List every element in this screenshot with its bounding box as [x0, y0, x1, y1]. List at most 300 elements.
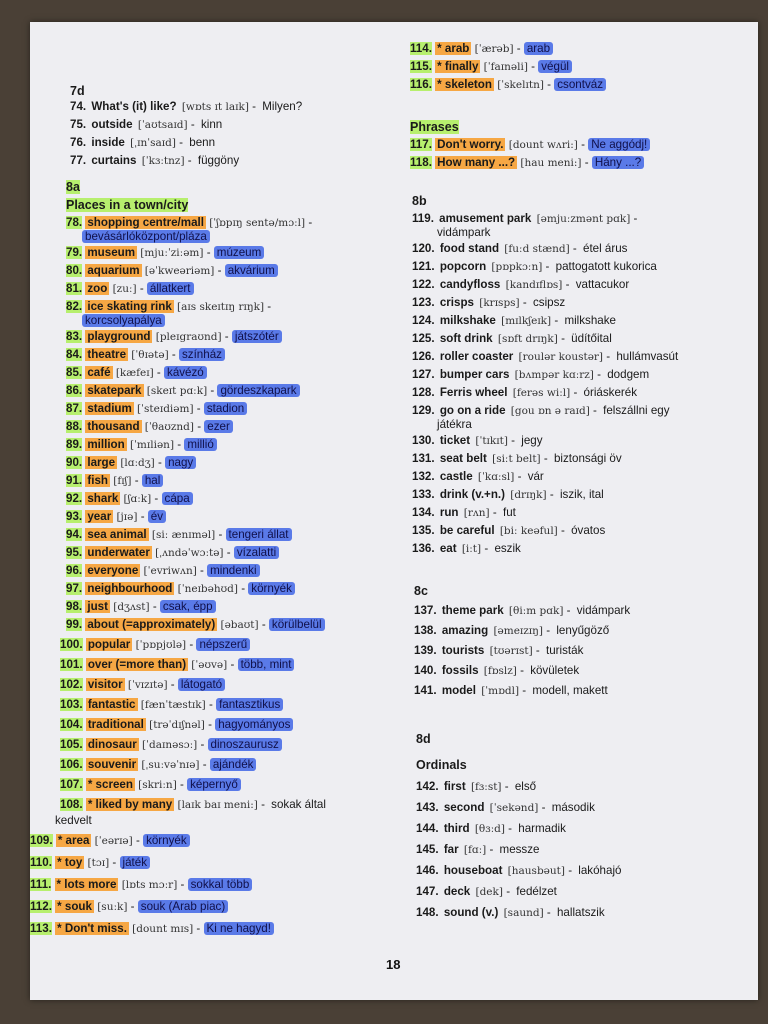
entry-number: 74.: [70, 100, 87, 113]
entry-translation: tengeri állat: [226, 528, 292, 541]
entry-number: 113.: [30, 922, 52, 935]
entry-word: amazing: [441, 624, 489, 637]
entry-word: shopping centre/mall: [87, 216, 204, 229]
entry-translation: akvárium: [225, 264, 278, 277]
vocab-entry: 141. model [ˈmɒdl] - modell, makett: [414, 682, 611, 700]
entry-translation: környék: [248, 582, 295, 595]
entry-number: 130.: [412, 434, 435, 447]
entry-number: 87.: [66, 402, 83, 415]
entry-number: 76.: [70, 136, 87, 149]
entry-number: 121.: [412, 260, 435, 273]
entry-pronunciation: [sɒft drɪŋk]: [497, 333, 558, 345]
entry-pronunciation: [θiːm pɑk]: [508, 605, 564, 617]
entry-pronunciation: [ˈvɪzɪtə]: [127, 679, 168, 691]
vocab-entry: 139. tourists [tʊərɪst] - turisták: [414, 642, 586, 660]
entry-translation: biztonsági öv: [553, 452, 622, 465]
entry-pronunciation: [krɪsps]: [479, 297, 520, 309]
translation-text: korcsolyapálya: [82, 314, 165, 327]
vocab-entry: 79. museum [mjuːˈziːəm] - múzeum: [66, 244, 264, 262]
vocab-entry: 101. over (=more than) [ˈəʊvə] - több, mint: [60, 656, 294, 674]
vocab-entry: 133. drink (v.+n.) [drɪŋk] - iszik, ital: [412, 486, 607, 504]
entry-pronunciation: [bʌmpər kɑːrz]: [514, 369, 594, 381]
entry-word: ice skating rink: [87, 300, 172, 313]
entry-number: 122.: [412, 278, 435, 291]
vocab-entry: 140. fossils [fɒslz] - kövületek: [414, 662, 582, 680]
entry-translation: év: [148, 510, 166, 523]
entry-number: 90.: [66, 456, 83, 469]
entry-number: 105.: [60, 738, 83, 751]
translation-text: játékra: [437, 418, 472, 431]
entry-pronunciation: [pɒpkɔːn]: [491, 261, 543, 273]
entry-number: 134.: [412, 506, 435, 519]
entry-pronunciation: [kandɪflɒs]: [505, 279, 563, 291]
entry-number: 145.: [416, 843, 439, 856]
vocab-entry: 97. neighbourhood [ˈneɪbəhʊd] - környék: [66, 580, 295, 598]
entry-number: 120.: [412, 242, 435, 255]
entry-word: visitor: [87, 678, 123, 691]
entry-pronunciation: [ˌʌndəˈwɔːtə]: [155, 547, 224, 559]
entry-translation: kávézó: [164, 366, 207, 379]
vocab-entry: 126. roller coaster [roulər koustər] - hullámvasút: [412, 348, 681, 366]
entry-word: curtains: [91, 154, 137, 167]
entry-pronunciation: [ˈpɒpjʊlə]: [135, 639, 187, 651]
entry-number: 116.: [410, 78, 432, 91]
entry-pronunciation: [skeɪt pɑːk]: [146, 385, 208, 397]
entry-number: 75.: [70, 118, 87, 131]
entry-pronunciation: [ˈmɒdl]: [481, 685, 520, 697]
entry-translation: vár: [527, 470, 544, 483]
entry-pronunciation: [fɒslz]: [483, 665, 517, 677]
vocab-entry: 102. visitor [ˈvɪzɪtə] - látogató: [60, 676, 225, 694]
entry-translation: csipsz: [532, 296, 566, 309]
vocab-entry: 145. far [fɑː] - messze: [416, 841, 542, 859]
entry-word: stadium: [87, 402, 132, 415]
vocab-entry: 108. * liked by many [laɪk baɪ meni:] - sokak által: [60, 796, 329, 814]
vocab-entry: 99. about (=approximately) [əbaʊt] - körülbelül: [66, 616, 325, 634]
vocab-entry: 88. thousand [ˈθaʊznd] - ezer: [66, 418, 233, 436]
entry-number: 123.: [412, 296, 435, 309]
entry-translation: hallatszik: [556, 906, 605, 919]
heading-text: Phrases: [410, 120, 459, 134]
entry-pronunciation: [roulər koustər]: [518, 351, 604, 363]
entry-pronunciation: [rʌn]: [463, 507, 490, 519]
vocab-entry: 122. candyfloss [kandɪflɒs] - vattacukor: [412, 276, 632, 294]
vocab-entry: 115. * finally [ˈfaɪnəli] - végül: [410, 58, 572, 76]
vocab-entry: 146. houseboat [hausbəut] - lakóhajó: [416, 862, 624, 880]
vocab-entry: 104. traditional [trəˈdɪʃnəl] - hagyományos: [60, 716, 293, 734]
entry-pronunciation: [lɑːdʒ]: [120, 457, 155, 469]
heading-text: 8b: [412, 194, 427, 208]
entry-number: 108.: [60, 798, 83, 811]
entry-translation: milkshake: [564, 314, 616, 327]
entry-pronunciation: [fænˈtæstɪk]: [140, 699, 206, 711]
entry-translation: dinoszaurusz: [208, 738, 282, 751]
entry-pronunciation: [fɪʃ]: [113, 475, 132, 487]
entry-word: deck: [443, 885, 471, 898]
entry-word: eat: [439, 542, 457, 555]
entry-number: 92.: [66, 492, 83, 505]
vocab-entry: 131. seat belt [siːt belt] - biztonsági öv: [412, 450, 625, 468]
entry-translation: eszik: [494, 542, 521, 555]
entry-translation: csak, épp: [160, 600, 216, 613]
vocab-entry: 138. amazing [əmeɪzɪŋ] - lenyűgöző: [414, 622, 612, 640]
entry-pronunciation: [jɪə]: [116, 511, 138, 523]
entry-translation: Ne aggódj!: [588, 138, 650, 151]
entry-number: 93.: [66, 510, 83, 523]
entry-word: * area: [57, 834, 90, 847]
entry-word: sound (v.): [443, 906, 499, 919]
vocab-entry: 136. eat [iːt] - eszik: [412, 540, 524, 558]
entry-translation: játék: [120, 856, 151, 869]
vocab-entry: 80. aquarium [əˈkweəriəm] - akvárium: [66, 262, 278, 280]
entry-number: 82.: [66, 300, 83, 313]
section-heading: [414, 582, 428, 600]
entry-pronunciation: [gou ɒn ə raɪd]: [510, 405, 590, 417]
entry-number: 109.: [30, 834, 53, 847]
entry-number: 79.: [66, 246, 83, 259]
entry-word: bumper cars: [439, 368, 510, 381]
heading-text: 8d: [416, 732, 431, 746]
vocab-entry: 124. milkshake [mɪlkʃeɪk] - milkshake: [412, 312, 619, 330]
vocab-entry: 116. * skeleton [ˈskelɪtn] - csontváz: [410, 76, 606, 94]
entry-pronunciation: [ˈeərɪə]: [94, 835, 133, 847]
vocab-entry: 120. food stand [fuːd stænd] - étel árus: [412, 240, 630, 258]
entry-number: 99.: [66, 618, 83, 631]
entry-translation: lenyűgöző: [556, 624, 610, 637]
vocab-entry: 137. theme park [θiːm pɑk] - vidámpark: [414, 602, 633, 620]
entry-number: 103.: [60, 698, 83, 711]
entry-translation: függöny: [197, 154, 240, 167]
entry-pronunciation: [ˈkɑːsl]: [477, 471, 515, 483]
vocab-entry: 147. deck [dek] - fedélzet: [416, 883, 560, 901]
entry-translation: fedélzet: [516, 885, 557, 898]
entry-number: 89.: [66, 438, 83, 451]
translation-text: vidámpark: [437, 226, 491, 239]
vocab-entry: 98. just [dʒʌst] - csak, épp: [66, 598, 216, 616]
entry-number: 110.: [30, 856, 52, 869]
entry-pronunciation: [aɪs skeɪtɪŋ rɪŋk]: [177, 301, 265, 313]
entry-number: 117.: [410, 138, 432, 151]
section-heading: [416, 756, 467, 774]
entry-pronunciation: [biː keəful]: [499, 525, 558, 537]
entry-word: fish: [87, 474, 108, 487]
entry-translation: Hány ...?: [592, 156, 644, 169]
entry-word: * skeleton: [437, 78, 492, 91]
entry-pronunciation: [əˈkweəriəm]: [144, 265, 215, 277]
entry-translation: hagyományos: [215, 718, 293, 731]
vocabulary-page: [30, 22, 758, 1000]
entry-pronunciation: [suːk]: [97, 901, 128, 913]
entry-number: 148.: [416, 906, 439, 919]
section-heading: [416, 730, 431, 748]
entry-number: 96.: [66, 564, 83, 577]
entry-number: 137.: [414, 604, 437, 617]
entry-number: 97.: [66, 582, 83, 595]
entry-translation: cápa: [162, 492, 193, 505]
entry-translation: végül: [538, 60, 572, 73]
entry-translation: vattacukor: [575, 278, 630, 291]
section-heading: [410, 118, 459, 136]
vocab-entry: 87. stadium [ˈsteɪdiəm] - stadion: [66, 400, 247, 418]
entry-word: shark: [87, 492, 119, 505]
entry-word: castle: [439, 470, 473, 483]
vocab-entry: 89. million [ˈmɪliən] - millió: [66, 436, 217, 454]
heading-text: 7d: [70, 84, 85, 98]
entry-pronunciation: [ˌsuːvəˈnɪə]: [141, 759, 200, 771]
entry-translation: képernyő: [187, 778, 241, 791]
entry-number: 94.: [66, 528, 83, 541]
entry-pronunciation: [ferəs wiːl]: [512, 387, 571, 399]
entry-translation: óvatos: [571, 524, 606, 537]
vocab-entry: 113. * Don't miss. [dount mɪs] - Ki ne hagyd!: [30, 920, 274, 938]
vocab-entry: 128. Ferris wheel [ferəs wiːl] - óriáskerék: [412, 384, 640, 402]
entry-pronunciation: [əbaʊt]: [220, 619, 259, 631]
entry-word: food stand: [439, 242, 500, 255]
entry-word: * screen: [87, 778, 133, 791]
vocab-entry: 83. playground [pleɪgraʊnd] - játszótér: [66, 328, 282, 346]
entry-pronunciation: [ˈθaʊznd]: [144, 421, 194, 433]
entry-word: outside: [91, 118, 133, 131]
entry-number: 83.: [66, 330, 83, 343]
entry-translation: kövületek: [530, 664, 580, 677]
entry-pronunciation: [trəˈdɪʃnəl]: [149, 719, 205, 731]
entry-number: 98.: [66, 600, 83, 613]
entry-word: café: [87, 366, 111, 379]
vocab-entry: 78. shopping centre/mall [ˈʃɒpɪŋ sentə/mɔːl] -: [66, 216, 313, 229]
entry-translation: nagy: [165, 456, 196, 469]
entry-translation: pattogatott kukorica: [555, 260, 657, 273]
entry-translation: üdítőital: [571, 332, 612, 345]
entry-word: first: [443, 780, 466, 793]
entry-number: 112.: [30, 900, 52, 913]
heading-text: 8a: [66, 180, 80, 194]
entry-number: 119.: [412, 212, 434, 225]
entry-pronunciation: [ˈmɪliən]: [129, 439, 175, 451]
entry-number: 91.: [66, 474, 83, 487]
entry-word: * arab: [437, 42, 470, 55]
entry-word: over (=more than): [87, 658, 187, 671]
vocab-entry: 76. inside [ˌɪnˈsaɪd] - benn: [70, 134, 218, 152]
entry-word: inside: [91, 136, 125, 149]
heading-text: 8c: [414, 584, 428, 598]
vocab-entry: 75. outside [ˈaʊtsaɪd] - kinn: [70, 116, 225, 134]
entry-translation: színház: [179, 348, 225, 361]
entry-pronunciation: [əmjuːzmənt pɑk]: [536, 213, 631, 225]
entry-word: aquarium: [87, 264, 140, 277]
entry-pronunciation: [ˈθɪətə]: [131, 349, 169, 361]
vocab-entry: 125. soft drink [sɒft drɪŋk] - üdítőital: [412, 330, 615, 348]
entry-pronunciation: [ˈəʊvə]: [191, 659, 228, 671]
entry-pronunciation: [mɪlkʃeɪk]: [501, 315, 552, 327]
entry-translation: souk (Arab piac): [138, 900, 228, 913]
entry-translation: állatkert: [147, 282, 194, 295]
entry-word: run: [439, 506, 459, 519]
entry-word: * liked by many: [87, 798, 173, 811]
entry-translation: sokkal több: [188, 878, 253, 891]
entry-pronunciation: [iːt]: [461, 543, 482, 555]
entry-word: houseboat: [443, 864, 503, 877]
vocab-entry: 130. ticket [ˈtɪkɪt] - jegy: [412, 432, 546, 450]
entry-pronunciation: [ˈsteɪdiəm]: [137, 403, 194, 415]
entry-pronunciation: [tɔɪ]: [87, 857, 110, 869]
entry-pronunciation: [θɜːd]: [474, 823, 505, 835]
entry-number: 107.: [60, 778, 83, 791]
vocab-entry: 96. everyone [ˈevriwʌn] - mindenki: [66, 562, 260, 580]
entry-pronunciation: [mjuːˈziːəm]: [140, 247, 204, 259]
entry-word: theatre: [87, 348, 127, 361]
entry-word: * souk: [57, 900, 92, 913]
entry-word: million: [87, 438, 125, 451]
entry-translation: körülbelül: [269, 618, 325, 631]
vocab-entry: 86. skatepark [skeɪt pɑːk] - gördeszkapark: [66, 382, 300, 400]
entry-translation: második: [551, 801, 595, 814]
entry-translation: látogató: [178, 678, 225, 691]
vocab-entry: 123. crisps [krɪsps] - csipsz: [412, 294, 568, 312]
entry-word: year: [87, 510, 112, 523]
entry-word: fantastic: [87, 698, 136, 711]
vocab-entry: 100. popular [ˈpɒpjʊlə] - népszerű: [60, 636, 250, 654]
vocab-entry: 142. first [fɜːst] - első: [416, 778, 539, 796]
entry-number: 133.: [412, 488, 435, 501]
entry-pronunciation: [ˈevriwʌn]: [143, 565, 197, 577]
entry-number: 114.: [410, 42, 432, 55]
entry-pronunciation: [ˈneɪbəhʊd]: [177, 583, 238, 595]
entry-translation: hullámvasút: [616, 350, 679, 363]
entry-translation: óriáskerék: [583, 386, 638, 399]
entry-translation: étel árus: [583, 242, 628, 255]
entry-word: seat belt: [439, 452, 487, 465]
entry-pronunciation: [fɑː]: [463, 844, 487, 856]
entry-translation: benn: [189, 136, 216, 149]
vocab-entry: 107. * screen [skriːn] - képernyő: [60, 776, 241, 794]
entry-word: far: [443, 843, 459, 856]
vocab-entry: 117. Don't worry. [dount wʌri:] - Ne aggódj!: [410, 136, 650, 154]
entry-number: 139.: [414, 644, 437, 657]
section-heading: [66, 178, 80, 196]
entry-word: third: [443, 822, 470, 835]
entry-word: theme park: [441, 604, 504, 617]
entry-pronunciation: [ˈskelɪtn]: [497, 79, 544, 91]
vocab-entry: 111. * lots more [lɒts mɔːr] - sokkal több: [30, 876, 252, 894]
entry-number: 132.: [412, 470, 435, 483]
heading-text: Ordinals: [416, 758, 467, 772]
entry-word: sea animal: [87, 528, 147, 541]
entry-continuation: [52, 812, 95, 830]
vocab-entry: 90. large [lɑːdʒ] - nagy: [66, 454, 196, 472]
entry-number: 124.: [412, 314, 435, 327]
entry-translation: millió: [184, 438, 216, 451]
entry-pronunciation: [dount wʌri:]: [508, 139, 578, 151]
entry-translation: kinn: [200, 118, 223, 131]
entry-number: 102.: [60, 678, 83, 691]
translation-text: kedvelt: [55, 814, 92, 827]
entry-pronunciation: [saund]: [503, 907, 544, 919]
vocab-entry: 112. * souk [suːk] - souk (Arab piac): [30, 898, 228, 916]
entry-pronunciation: [ˈfaɪnəli]: [483, 61, 528, 73]
vocab-entry: 119. amusement park [əmjuːzmənt pɑk] -: [412, 212, 638, 225]
entry-word: fossils: [441, 664, 479, 677]
entry-word: zoo: [87, 282, 108, 295]
entry-pronunciation: [fuːd stænd]: [504, 243, 570, 255]
entry-pronunciation: [kæfeɪ]: [115, 367, 154, 379]
entry-translation: Milyen?: [262, 100, 303, 113]
entry-number: 77.: [70, 154, 87, 167]
entry-number: 118.: [410, 156, 432, 169]
entry-word: popular: [87, 638, 131, 651]
vocab-entry: 94. sea animal [siː ænɪməl] - tengeri állat: [66, 526, 292, 544]
entry-pronunciation: [əmeɪzɪŋ]: [493, 625, 544, 637]
entry-number: 80.: [66, 264, 83, 277]
entry-number: 81.: [66, 282, 83, 295]
entry-word: What's (it) like?: [91, 100, 177, 113]
entry-pronunciation: [skriːn]: [138, 779, 177, 791]
entry-number: 140.: [414, 664, 437, 677]
entry-translation: vízalatti: [234, 546, 279, 559]
entry-word: drink (v.+n.): [439, 488, 505, 501]
heading-text: Places in a town/city: [66, 198, 189, 212]
section-heading: [412, 192, 427, 210]
entry-word: playground: [87, 330, 151, 343]
entry-pronunciation: [hausbəut]: [507, 865, 565, 877]
entry-word: large: [87, 456, 116, 469]
entry-number: 104.: [60, 718, 83, 731]
entry-translation: jegy: [521, 434, 543, 447]
entry-pronunciation: [lɒts mɔːr]: [121, 879, 178, 891]
entry-number: 127.: [412, 368, 435, 381]
vocab-entry: 106. souvenir [ˌsuːvəˈnɪə] - ajándék: [60, 756, 256, 774]
vocab-entry: 110. * toy [tɔɪ] - játék: [30, 854, 150, 872]
entry-number: 78.: [66, 216, 83, 229]
entry-word: candyfloss: [439, 278, 501, 291]
entry-word: just: [87, 600, 108, 613]
entry-word: museum: [87, 246, 136, 259]
entry-translation: ajándék: [210, 758, 257, 771]
entry-pronunciation: [ˈkɜːtnz]: [141, 155, 185, 167]
entry-number: 95.: [66, 546, 83, 559]
entry-translation: dodgem: [607, 368, 650, 381]
entry-pronunciation: [dek]: [475, 886, 503, 898]
vocab-entry: 82. ice skating rink [aɪs skeɪtɪŋ rɪŋk] -: [66, 300, 272, 313]
vocab-entry: 81. zoo [zuː] - állatkert: [66, 280, 194, 298]
entry-pronunciation: [siː ænɪməl]: [151, 529, 216, 541]
entry-word: soft drink: [439, 332, 493, 345]
entry-word: be careful: [439, 524, 495, 537]
entry-translation: fut: [502, 506, 516, 519]
vocab-entry: 121. popcorn [pɒpkɔːn] - pattogatott kukorica: [412, 258, 660, 276]
entry-number: 100.: [60, 638, 83, 651]
entry-number: 115.: [410, 60, 432, 73]
entry-word: everyone: [87, 564, 139, 577]
entry-pronunciation: [ˌɪnˈsaɪd]: [130, 137, 176, 149]
entry-word: How many ...?: [437, 156, 516, 169]
vocab-entry: 77. curtains [ˈkɜːtnz] - függöny: [70, 152, 242, 170]
entry-pronunciation: [laɪk baɪ meni:]: [177, 799, 258, 811]
vocab-entry: 95. underwater [ˌʌndəˈwɔːtə] - vízalatti: [66, 544, 279, 562]
entry-number: 131.: [412, 452, 435, 465]
entry-word: * toy: [57, 856, 83, 869]
section-heading: [66, 196, 188, 214]
entry-pronunciation: [ˈsekənd]: [489, 802, 539, 814]
entry-number: 126.: [412, 350, 435, 363]
vocab-entry: 134. run [rʌn] - fut: [412, 504, 519, 522]
entry-word: neighbourhood: [87, 582, 173, 595]
vocab-entry: 143. second [ˈsekənd] - második: [416, 799, 598, 817]
entry-translation: múzeum: [214, 246, 264, 259]
vocab-entry: 103. fantastic [fænˈtæstɪk] - fantasztikus: [60, 696, 283, 714]
entry-translation: stadion: [204, 402, 247, 415]
entry-number: 143.: [416, 801, 439, 814]
entry-word: amusement park: [439, 212, 532, 225]
